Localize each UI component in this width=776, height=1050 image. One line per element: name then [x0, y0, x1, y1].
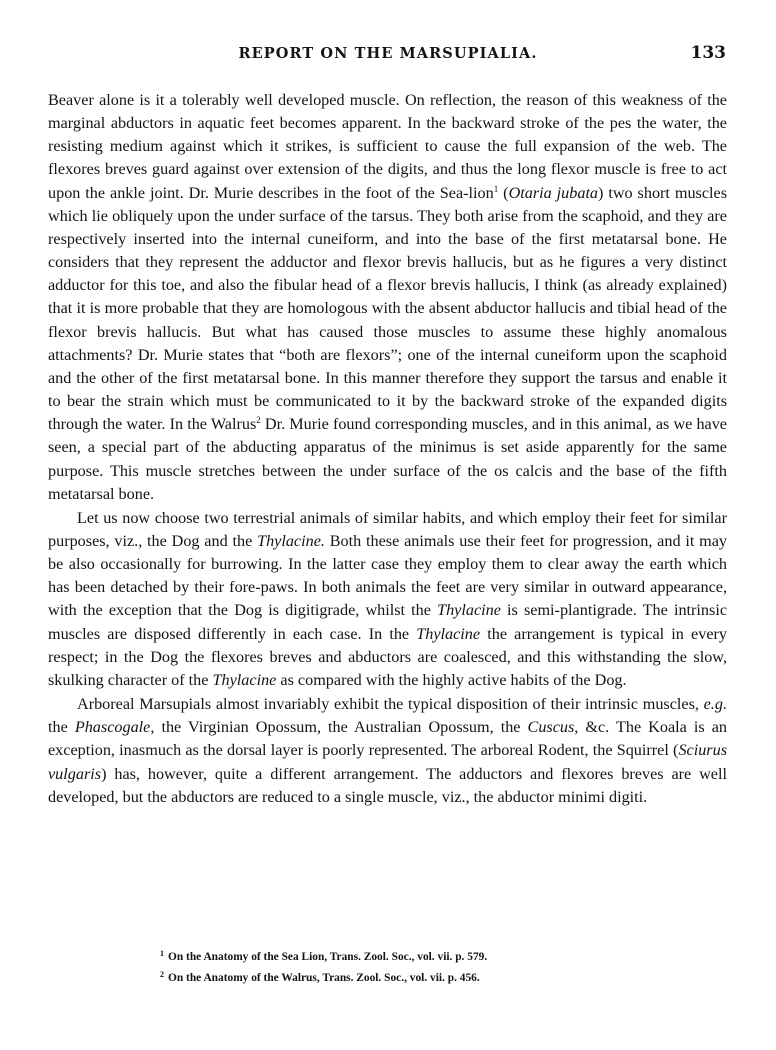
text-run: Arboreal Marsupials almost invariably exhibit the typical disposition of their intrinsic muscles, — [77, 695, 704, 714]
text-run: Let us now choose two terrestrial animals of similar habits, and which employ their feet for similar purposes, viz., the Dog and the — [48, 508, 727, 550]
paragraph-dog-thylacine — [48, 507, 727, 692]
italic-term: Thylacine. — [257, 531, 325, 550]
italic-term: Otaria jubata — [508, 183, 599, 202]
body-text — [48, 89, 727, 809]
italic-term: Thylacine — [437, 601, 501, 620]
footnote-reference: 1 — [493, 183, 499, 194]
text-run: ( — [498, 183, 509, 202]
italic-term: Thylacine — [212, 670, 277, 689]
paragraph-arboreal-marsupials — [48, 693, 727, 809]
text-run: as compared with the highly active habits of the Dog. — [276, 670, 627, 689]
page-header — [50, 43, 726, 69]
footnote-text: On the Anatomy of the Walrus, Trans. Zool. Soc., vol. vii. p. 456. — [168, 972, 480, 984]
footnote-text: On the Anatomy of the Sea Lion, Trans. Zool. Soc., vol. vii. p. 579. — [168, 951, 488, 963]
footnote-marker: 2 — [160, 970, 164, 979]
page-number: 133 — [690, 43, 726, 63]
footnote-2 — [160, 966, 680, 987]
footnote-marker: 1 — [160, 949, 164, 958]
text-run: is semi-plantigrade. The intrinsic muscles are disposed differently in each case. In the — [48, 601, 728, 643]
text-run: the arrangement is typical in every respect; in the Dog the flexores breves and abductors are coalesced, and this withstanding the slow, skulking character of the — [48, 624, 727, 689]
text-run: Both these animals use their feet for progression, and it may be also occasionally for burrowing. In the latter case they employ them to clear away the earth which has been detached by their fore-paws. In both animals the feet are very similar in outward appearance, with the exception that the Dog is digitigrade, whilst the — [48, 531, 727, 620]
text-run: Beaver alone is it a tolerably well developed muscle. On reflection, the reason of this weakness of the marginal abductors in aquatic feet becomes apparent. In the backward stroke of the pes the water, the resisting medium against which it strikes, is sufficient to cause the full expansion of the web. The flexores breves guard against over extension of the digits, and thus the long flexor muscle is free to act upon the ankle joint. Dr. Murie describes in the foot of the Sea-lion — [48, 91, 727, 202]
text-run: , the Virginian Opossum, the Australian Opossum, the — [150, 718, 528, 737]
footnotes — [160, 945, 680, 987]
text-run: Dr. Murie found corresponding muscles, and in this animal, as we have seen, a special part of the abducting apparatus of the minimus is set aside apparently for the same purpose. This muscle stretches between the under surface of the os calcis and the base of the fifth metatarsal bone. — [48, 415, 727, 503]
text-run: the — [48, 718, 75, 737]
italic-term: Phascogale — [74, 718, 151, 737]
text-run: , &c. The Koala is an exception, inasmuch as the dorsal layer is poorly represented. The arboreal Rodent, the Squirrel ( — [48, 718, 727, 760]
paragraph-aquatic-feet — [48, 89, 727, 506]
running-title: REPORT ON THE MARSUPIALIA. — [238, 45, 538, 62]
italic-term: Sciurus vulgaris — [48, 741, 727, 783]
text-run: ) two short muscles which lie obliquely upon the under surface of the tarsus. They both arise from the scaphoid, and they are respectively inserted into the internal cuneiform, and into the base of the first metatarsal bone. He considers that they represent the adductor and flexor brevis hallucis, but as he figures a very distinct adductor for this toe, and also the fibular head of a flexor brevis hallucis, I think (as already explained) that it is more probable that they are homologous with the absent abductor hallucis and tibial head of the flexor brevis hallucis. But what has caused those muscles to assume these highly anomalous attachments? Dr. Murie states that “both are flexors”; one of the internal cuneiform upon the scaphoid and the other of the first metatarsal bone. In this manner therefore they support the tarsus and enable it to bear the strain which must be communicated to it by the backward stroke of the expanded digits through the water. In the Walrus — [48, 183, 728, 434]
footnote-1 — [160, 945, 680, 966]
italic-term: Thylacine — [416, 624, 481, 643]
text-run: ) has, however, quite a different arrangement. The adductors and flexores breves are well developed, but the abductors are reduced to a single muscle, viz., the abductor minimi digiti. — [48, 764, 727, 806]
italic-term: e.g. — [703, 695, 727, 714]
italic-term: Cuscus — [527, 718, 575, 737]
footnote-reference: 2 — [256, 415, 261, 426]
